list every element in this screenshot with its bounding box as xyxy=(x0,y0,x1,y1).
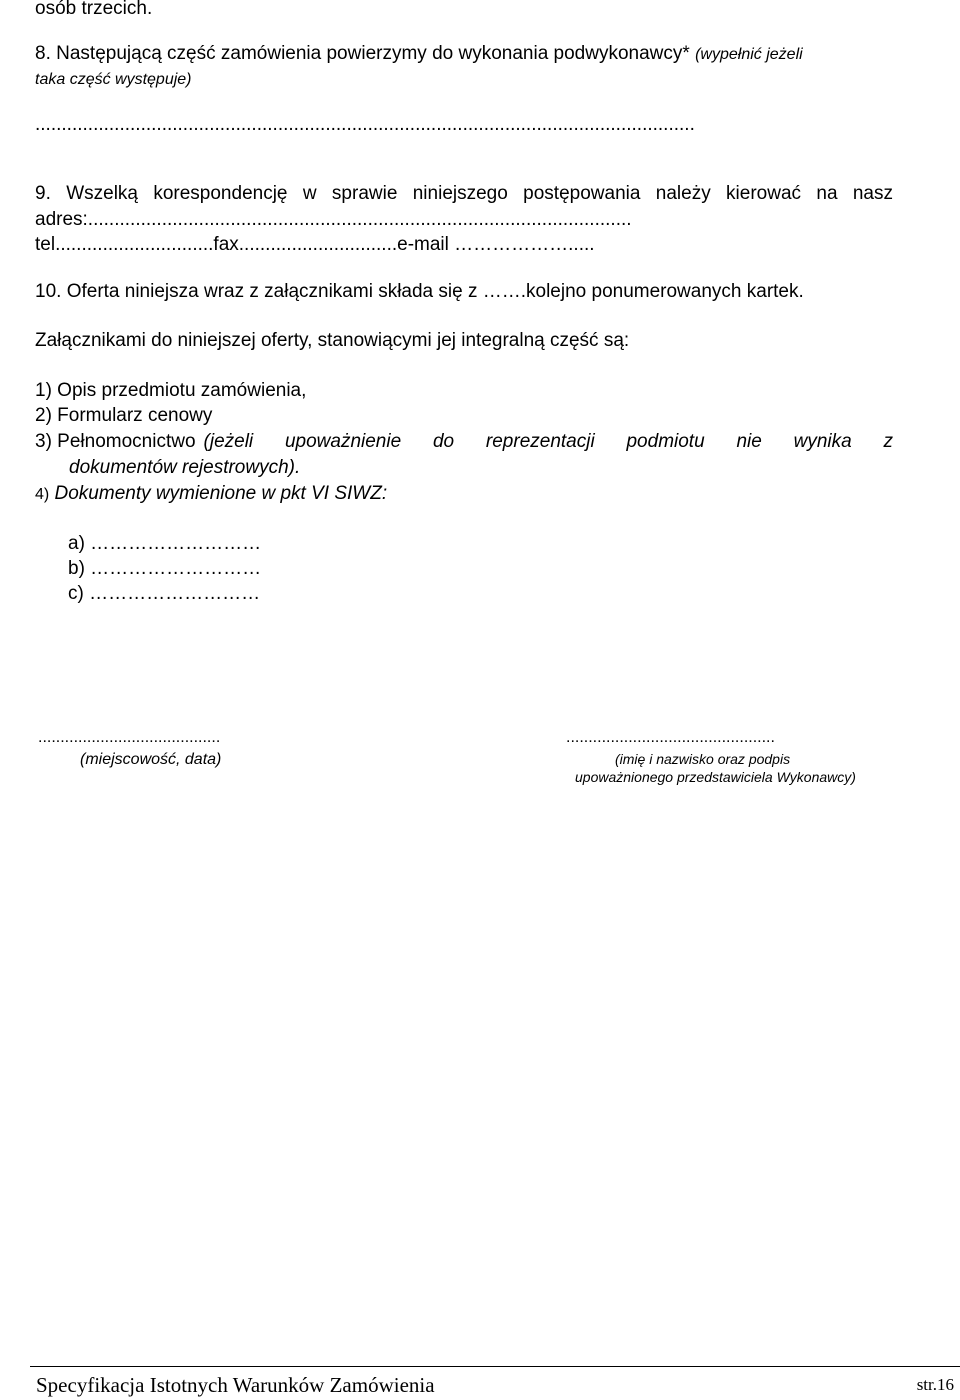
signature-label-1: (imię i nazwisko oraz podpis xyxy=(615,751,791,767)
attachment-4-text: Dokumenty wymienione w pkt VI SIWZ: xyxy=(54,483,388,504)
signature-dots: ............................................... xyxy=(566,729,775,746)
attachment-4 xyxy=(35,482,387,507)
previous-text-line: osób trzecich. xyxy=(35,0,153,19)
attachment-3-note-continued: dokumentów rejestrowych). xyxy=(69,457,301,478)
item-8-text: Następującą część zamówienia powierzymy do wykonania podwykonawcy xyxy=(56,43,683,64)
item-8-note-continued: taka część występuje) xyxy=(35,71,192,88)
signature-label-2: upoważnionego przedstawiciela Wykonawcy) xyxy=(575,769,856,785)
attachment-4-sub-a: a) ……………………… xyxy=(68,533,262,554)
item-8-star: * xyxy=(682,43,690,64)
item-8-heading xyxy=(35,42,803,67)
item-9-contact-line: tel..............................fax..............................e-mail ………………..... xyxy=(35,234,595,255)
attachment-3-label: 3) Pełnomocnictwo xyxy=(35,431,196,452)
footer-page-number: str.16 xyxy=(916,1375,954,1394)
attachments-intro: Załącznikami do niniejszej oferty, stanowiącymi jej integralną część są: xyxy=(35,330,630,351)
attachment-4-sub-b: b) ……………………… xyxy=(68,558,262,579)
attachment-1: 1) Opis przedmiotu zamówienia, xyxy=(35,380,307,401)
item-9-heading: 9. Wszelką korespondencję w sprawie niniejszego postępowania należy kierować na nasz xyxy=(35,183,893,204)
place-date-label: (miejscowość, data) xyxy=(80,751,222,768)
attachment-2: 2) Formularz cenowy xyxy=(35,405,213,426)
footer-title: Specyfikacja Istotnych Warunków Zamówienia xyxy=(36,1373,435,1397)
attachment-4-number: 4) xyxy=(35,486,50,503)
footer-rule xyxy=(30,1366,960,1367)
item-9-address-line: adres:....................................................................................................... xyxy=(35,209,632,230)
item-8-number: 8. xyxy=(35,43,51,64)
attachment-4-sub-c: c) ……………………… xyxy=(68,583,261,604)
item-8-dotted-line: ............................................................................................................................. xyxy=(35,114,695,135)
attachment-3 xyxy=(35,430,893,454)
item-8-note: (wypełnić jeżeli xyxy=(695,46,803,63)
attachment-3-note: (jeżeli upoważnienie do reprezentacji podmiotu nie wynika z xyxy=(203,431,893,452)
item-10-text: 10. Oferta niniejsza wraz z załącznikami składa się z …….kolejno ponumerowanych kartek. xyxy=(35,281,804,302)
place-date-dots: ......................................... xyxy=(38,729,221,746)
